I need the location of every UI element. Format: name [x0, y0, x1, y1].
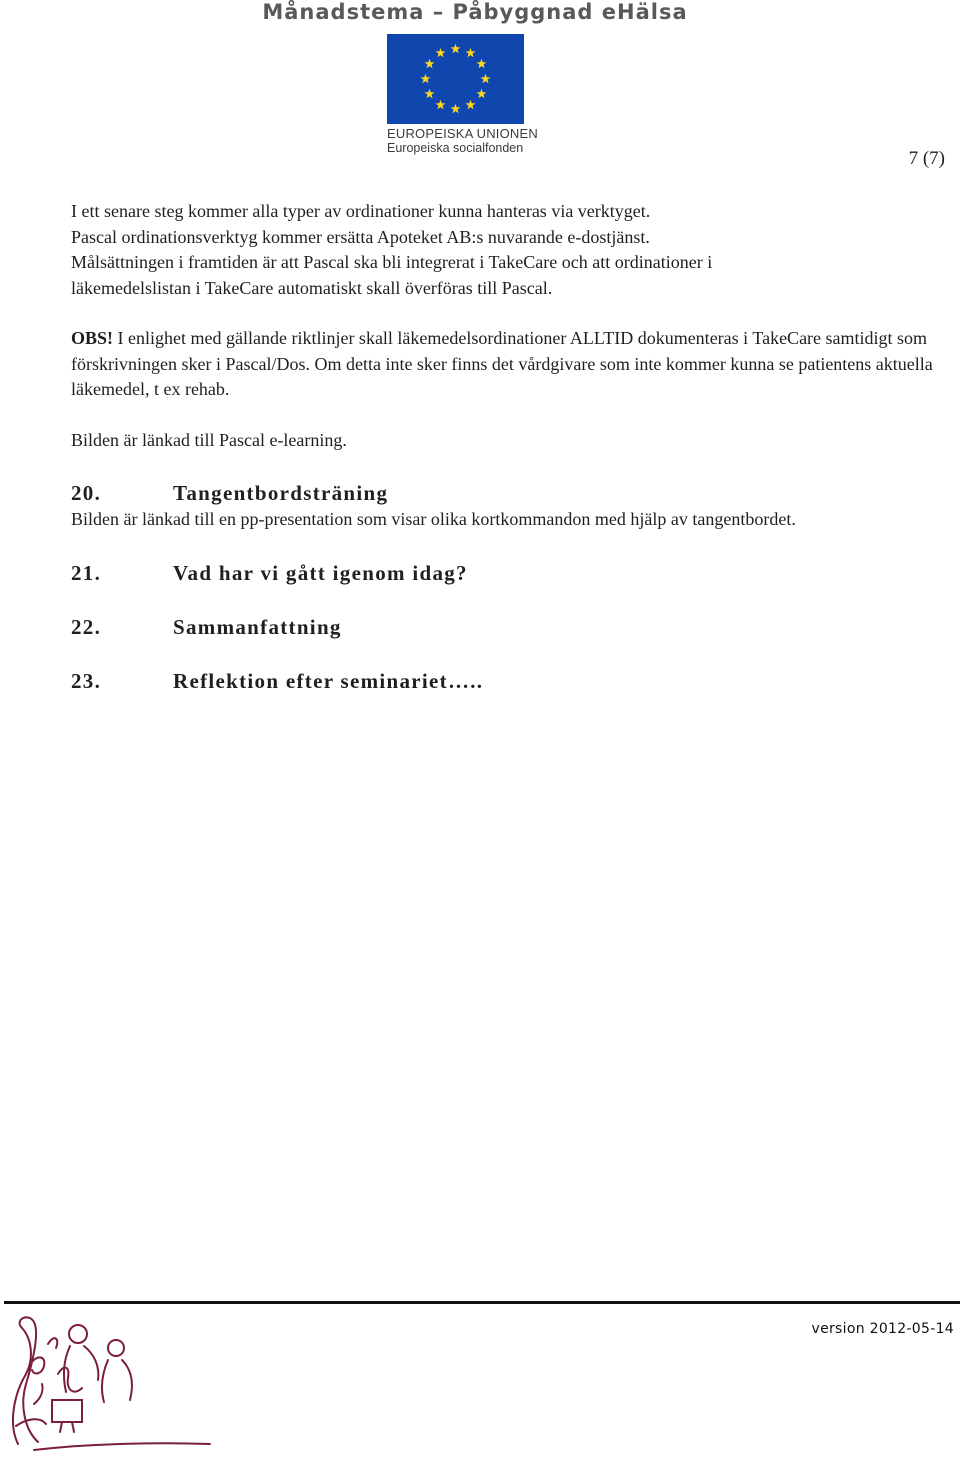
- eu-logo-line1: EUROPEISKA UNIONEN: [387, 126, 538, 141]
- section-heading-23: [71, 667, 946, 695]
- document-body: [71, 199, 946, 695]
- paragraph-pascal-intro: [71, 199, 946, 301]
- section-heading-20: [71, 479, 946, 507]
- text-line: Pascal ordinationsverktyg kommer ersätta Apoteket AB:s nuvarande e-dostjänst.: [71, 226, 650, 247]
- ehalsa-logo: [4, 1304, 214, 1454]
- section-heading-21: [71, 559, 946, 587]
- eu-flag-icon: [387, 34, 524, 124]
- paragraph-elearning-link: Bilden är länkad till Pascal e-learning.: [71, 429, 347, 450]
- section-number: 20.: [71, 481, 102, 505]
- text-line: Målsättningen i framtiden är att Pascal ska bli integrerat i TakeCare och att ordinationer i: [71, 252, 713, 272]
- document-header-title: Månadstema – Påbyggnad eHälsa: [262, 0, 688, 24]
- section-title: Tangentbordsträning: [173, 481, 389, 505]
- obs-text: I enlighet med gällande riktlinjer skall läkemedelsordinationer ALLTID dokumenteras i TakeCare samtidigt som förskrivningen sker i Pascal/Dos. Om detta inte sker finns det vårdgivare som inte kommer kunna se patientens aktuella läkemedel, t ex rehab.: [71, 328, 933, 399]
- section-title: Vad har vi gått igenom idag?: [173, 560, 468, 585]
- page-number: 7 (7): [908, 148, 945, 169]
- eu-logo: [387, 34, 538, 155]
- paragraph-obs: [71, 326, 946, 403]
- section-20-body: Bilden är länkad till en pp-presentation som visar olika kortkommandon med hjälp av tangentbordet.: [71, 509, 796, 529]
- eu-logo-line2: Europeiska socialfonden: [387, 141, 524, 155]
- section-title: Reflektion efter seminariet…..: [173, 668, 484, 693]
- section-number: 22.: [71, 614, 102, 639]
- section-number: 23.: [71, 668, 102, 693]
- section-heading-22: [71, 613, 946, 641]
- text-line: I ett senare steg kommer alla typer av ordinationer kunna hanteras via verktyget.: [71, 201, 651, 221]
- text-line: läkemedelslistan i TakeCare automatiskt skall överföras till Pascal.: [71, 277, 553, 298]
- section-number: 21.: [71, 560, 102, 585]
- section-title: Sammanfattning: [173, 614, 342, 639]
- obs-label: OBS!: [71, 328, 114, 348]
- document-version: version 2012-05-14: [811, 1321, 954, 1337]
